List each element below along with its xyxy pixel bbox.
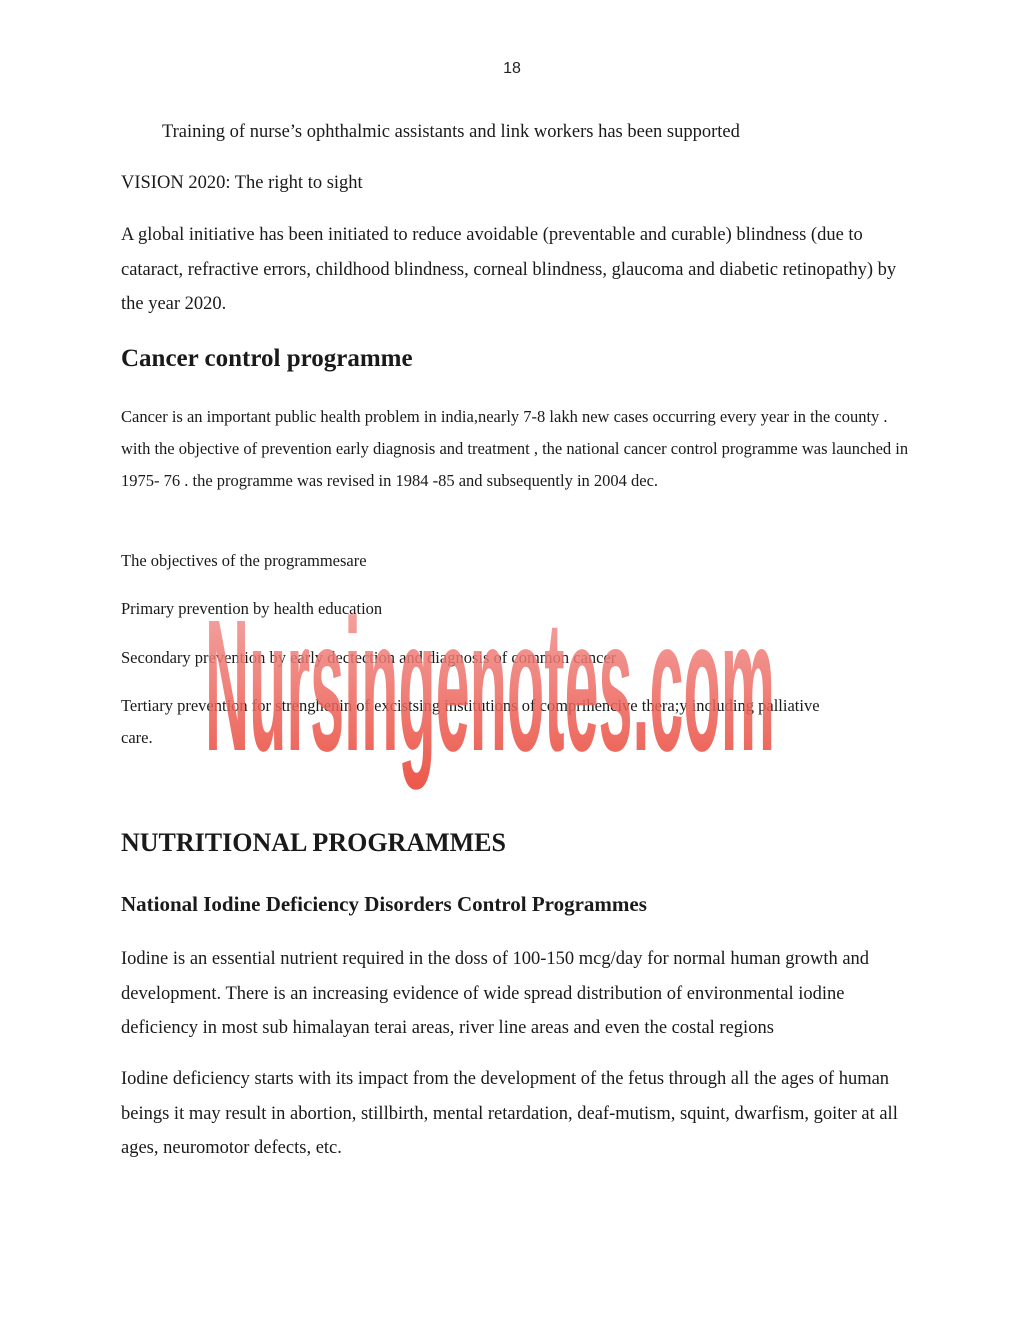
objectives-title: The objectives of the programmesare xyxy=(121,551,367,570)
objective-tertiary: Tertiary prevention for strenghenin of excistsing institutions of comprihencive thera;y including palliative care. xyxy=(121,696,820,747)
page-number: 18 xyxy=(503,60,521,77)
watermark-text: Nursingenotes.com xyxy=(204,579,775,790)
vision-paragraph: A global initiative has been initiated to reduce avoidable (preventable and curable) blindness (due to cataract, refractive errors, childhood blindness, corneal blindness, glaucoma and diabetic retinopathy) by the year 2020. xyxy=(121,225,897,314)
vision-title: VISION 2020: The right to sight xyxy=(121,173,363,193)
objective-secondary: Secondary prevention by early dectection and diagnosis of common cancer xyxy=(121,648,617,667)
objective-primary: Primary prevention by health education xyxy=(121,599,383,618)
iodine-paragraph-1: Iodine is an essential nutrient required in the doss of 100-150 mcg/day for normal human growth and development. There is an increasing evidence of wide spread distribution of environmental iodine deficiency in most sub himalayan terai areas, river line areas and even the costal regions xyxy=(121,949,870,1038)
nutritional-programmes-heading: NUTRITIONAL PROGRAMMES xyxy=(121,828,506,857)
iodine-paragraph-2: Iodine deficiency starts with its impact from the development of the fetus through all the ages of human beings it may result in abortion, stillbirth, mental retardation, deaf-mutism, squint, dwarfism, goiter at all ages, neuromotor defects, etc. xyxy=(121,1069,898,1158)
training-paragraph: Training of nurse’s ophthalmic assistants and link workers has been supported xyxy=(162,122,740,142)
cancer-intro-paragraph: Cancer is an important public health problem in india,nearly 7-8 lakh new cases occurring every year in the county . with the objective of prevention early diagnosis and treatment , the national cancer control programme was launched in 1975- 76 . the programme was revised in 1984 -85 and subsequently in 2004 dec. xyxy=(121,407,909,490)
iodine-programme-subheading: National Iodine Deficiency Disorders Control Programmes xyxy=(121,892,647,916)
cancer-heading: Cancer control programme xyxy=(121,345,413,372)
